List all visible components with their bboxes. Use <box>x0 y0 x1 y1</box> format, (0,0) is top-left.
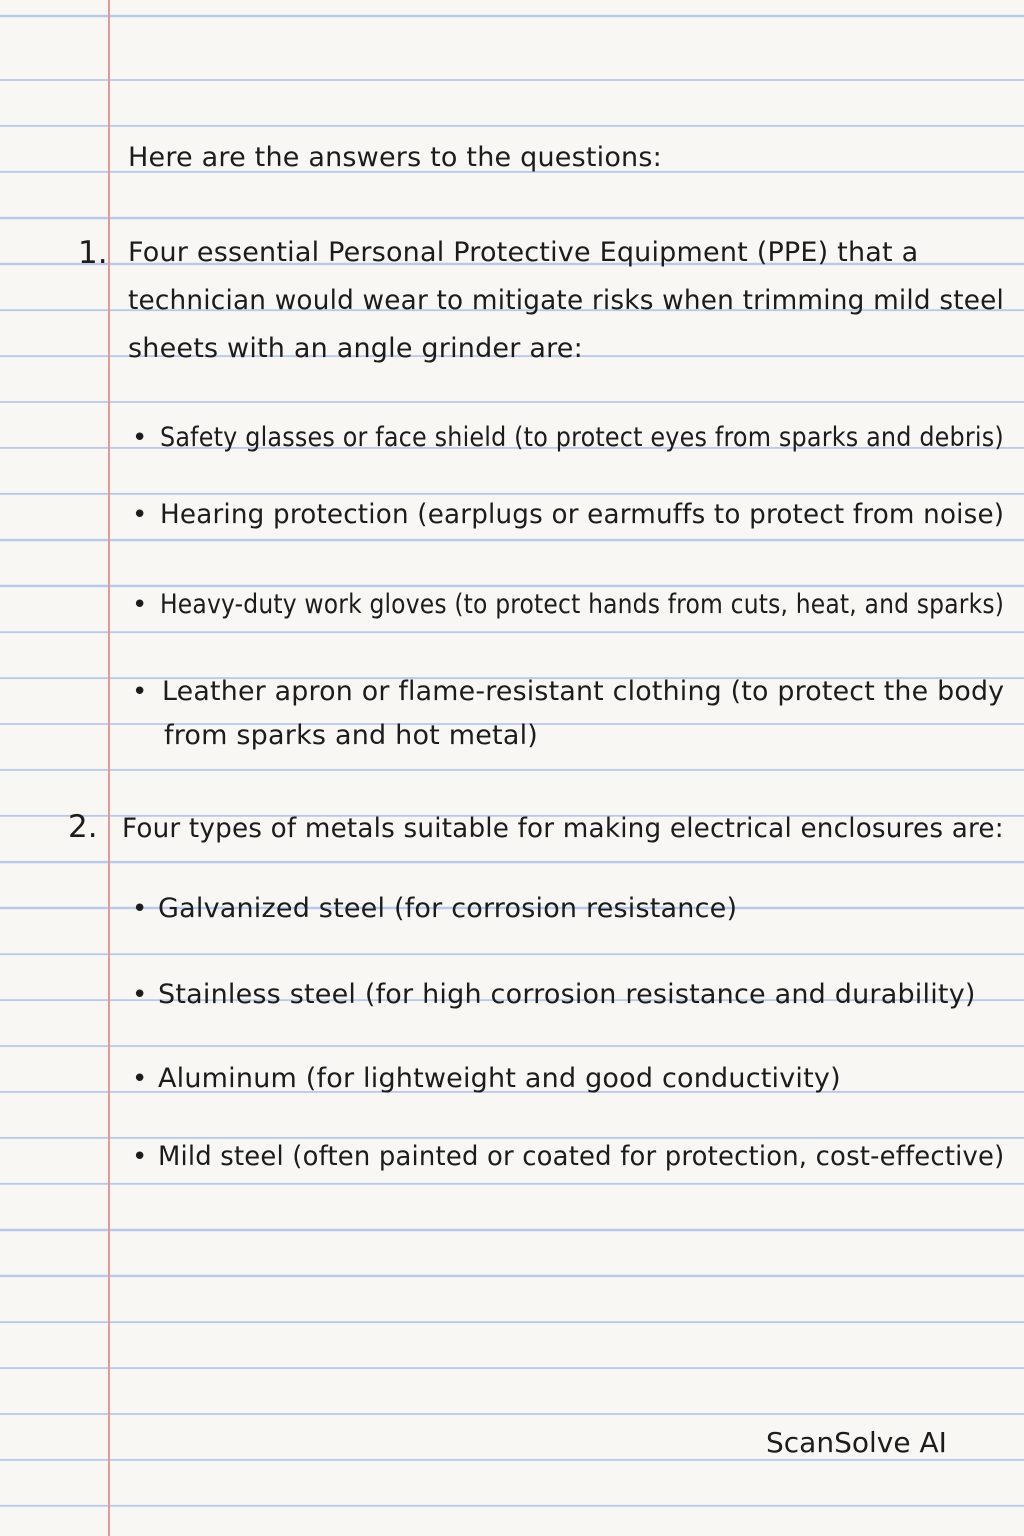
bullet-text: Aluminum (for lightweight and good conductivity) <box>158 1063 841 1094</box>
question-number: 1. <box>78 235 108 271</box>
bullet-text: from sparks and hot metal) <box>164 720 539 751</box>
bullet-dot: • <box>132 894 148 924</box>
signature: ScanSolve AI <box>766 1426 947 1459</box>
bullet-dot: • <box>132 590 148 620</box>
bullet-text: Heavy-duty work gloves (to protect hands from cuts, heat, and sparks) <box>160 589 1005 620</box>
bullet-dot: • <box>132 677 148 707</box>
bullet-dot: • <box>132 1142 148 1172</box>
question-text-line: Four essential Personal Protective Equipment (PPE) that a <box>128 237 919 268</box>
bullet-dot: • <box>132 980 148 1010</box>
question-text-line: Four types of metals suitable for making electrical enclosures are: <box>122 813 1004 844</box>
bullet-text: Hearing protection (earplugs or earmuffs to protect from noise) <box>160 499 1005 530</box>
bullet-dot: • <box>132 423 148 453</box>
question-text-line: sheets with an angle grinder are: <box>128 333 583 364</box>
bullet-dot: • <box>132 1064 148 1094</box>
question-text-line: technician would wear to mitigate risks when trimming mild steel <box>128 285 1005 316</box>
bullet-dot: • <box>132 500 148 530</box>
question-number: 2. <box>68 809 98 845</box>
bullet-text: Galvanized steel (for corrosion resistance) <box>158 893 738 924</box>
margin-line <box>108 0 110 1536</box>
bullet-text: Mild steel (often painted or coated for protection, cost-effective) <box>158 1141 1005 1172</box>
bullet-text: Leather apron or flame-resistant clothing (to protect the body <box>162 676 1005 707</box>
bullet-text: Safety glasses or face shield (to protect eyes from sparks and debris) <box>160 422 1004 453</box>
bullet-text: Stainless steel (for high corrosion resistance and durability) <box>158 979 976 1010</box>
intro-text: Here are the answers to the questions: <box>128 142 662 173</box>
